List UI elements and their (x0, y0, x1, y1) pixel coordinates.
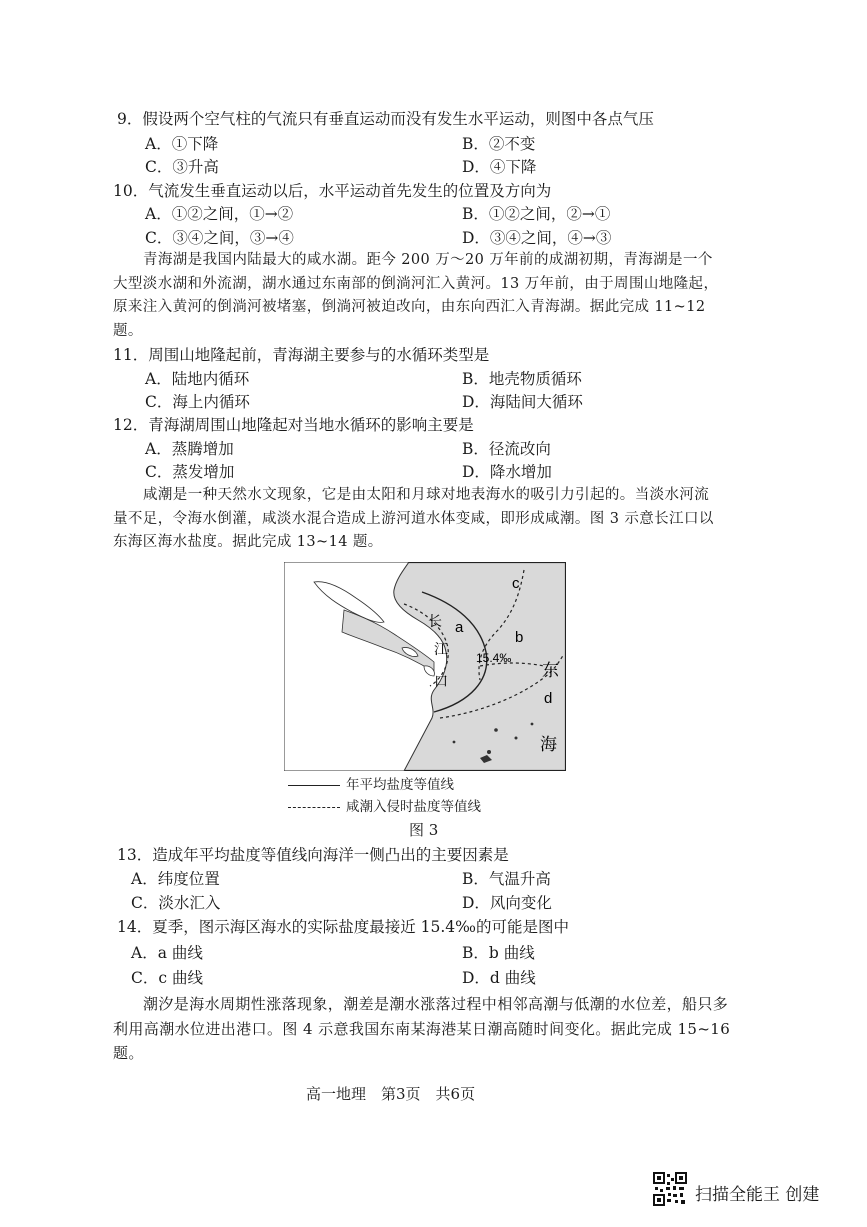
qr-code-icon (653, 1172, 687, 1206)
question-12-option-d: D．降水增加 (462, 463, 552, 481)
map-river-label-1: 长 (428, 614, 442, 630)
question-13-option-a: A．纬度位置 (131, 870, 220, 888)
question-13-option-c: C．淡水汇入 (131, 894, 221, 912)
question-11-option-b: B．地壳物质循环 (462, 370, 582, 388)
question-9-option-c: C．③升高 (145, 158, 219, 176)
legend-dashed-label: 咸潮入侵时盐度等值线 (346, 799, 481, 815)
islet-2 (515, 737, 518, 740)
question-9-option-d: D．④下降 (462, 158, 537, 176)
legend-annual-isoline (288, 775, 454, 795)
question-9-stem: 9．假设两个空气柱的气流只有垂直运动而没有发生水平运动，则图中各点气压 (117, 110, 654, 128)
map-river-label-3: 口 (434, 674, 448, 690)
question-11-option-c: C．海上内循环 (145, 393, 250, 411)
question-10-stem: 10．气流发生垂直运动以后，水平运动首先发生的位置及方向为 (113, 182, 552, 200)
question-13-option-d: D．风向变化 (462, 894, 552, 912)
question-10-option-c: C．③④之间，③→④ (145, 229, 294, 247)
islet-1 (494, 728, 498, 732)
legend-solid-label: 年平均盐度等值线 (346, 777, 454, 793)
question-9-option-a: A．①下降 (145, 135, 219, 153)
islet-5 (531, 723, 534, 726)
question-10-option-a: A．①②之间，①→② (145, 205, 294, 223)
figure-3-caption: 图 3 (409, 821, 439, 839)
watermark-text: 扫描全能王 创建 (695, 1185, 820, 1205)
map-sea-label-1: 东 (542, 661, 559, 681)
question-14-option-b: B．b 曲线 (462, 944, 535, 962)
question-14-option-d: D．d 曲线 (462, 969, 536, 987)
map-salinity-label: 15.4‰ (476, 651, 512, 665)
islet-3 (487, 750, 491, 754)
question-11-option-d: D．海陆间大循环 (462, 393, 583, 411)
map-sea-label-2: 海 (540, 735, 557, 755)
map-river-label-2: 江 (434, 642, 448, 658)
question-13-option-b: B．气温升高 (462, 870, 551, 888)
map-label-a: a (455, 619, 464, 636)
passage-qinghai-lake: 青海湖是我国内陆最大的咸水湖。距今 200 万～20 万年前的成湖初期，青海湖是一个大型淡水湖和外流湖，湖水通过东南部的倒淌河汇入黄河。13 万年前，由于周围山地隆起，原来注入黄河的倒淌河被堵塞，倒淌河被迫改向，由东向西汇入青海湖。据此完成 11~12 题。 (113, 252, 719, 339)
passage-tides: 潮汐是海水周期性涨落现象，潮差是潮水涨落过程中相邻高潮与低潮的水位差，船只多利用高潮水位进出港口。图 4 示意我国东南某海港某日潮高随时间变化。据此完成 15~16 题。 (113, 995, 731, 1062)
passage-saltwater-intrusion: 咸潮是一种天然水文现象，它是由太阳和月球对地表海水的吸引力引起的。当淡水河流量不足，令海水倒灌，咸淡水混合造成上游河道水体变咸，即形成咸潮。图 3 示意长江口以东海区海水盐度。据此完成 13~14 题。 (113, 487, 714, 550)
islet-4 (453, 741, 456, 744)
question-12-option-c: C．蒸发增加 (145, 463, 235, 481)
question-12-option-b: B．径流改向 (462, 440, 551, 458)
question-13-stem: 13．造成年平均盐度等值线向海洋一侧凸出的主要因素是 (117, 846, 509, 864)
legend-dashed-line-icon (288, 807, 340, 808)
question-9-option-b: B．②不变 (462, 135, 536, 153)
question-14-option-a: A．a 曲线 (131, 944, 203, 962)
page-footer: 高一地理 第3页 共6页 (306, 1085, 476, 1103)
salinity-map (284, 562, 566, 771)
question-10-option-b: B．①②之间，②→① (462, 205, 611, 223)
question-11-stem: 11．周围山地隆起前，青海湖主要参与的水循环类型是 (113, 346, 490, 364)
legend-solid-line-icon (288, 785, 340, 786)
question-12-stem: 12．青海湖周围山地隆起对当地水循环的影响主要是 (113, 416, 474, 434)
map-label-b: b (515, 629, 524, 646)
question-10-option-d: D．③④之间，④→③ (462, 229, 612, 247)
map-label-c: c (512, 575, 520, 592)
legend-intrusion-isoline (288, 797, 481, 817)
question-11-option-a: A．陆地内循环 (145, 370, 250, 388)
question-14-stem: 14．夏季，图示海区海水的实际盐度最接近 15.4‰的可能是图中 (117, 918, 569, 936)
question-12-option-a: A．蒸腾增加 (145, 440, 234, 458)
map-label-d: d (544, 690, 553, 707)
question-14-option-c: C．c 曲线 (131, 969, 203, 987)
